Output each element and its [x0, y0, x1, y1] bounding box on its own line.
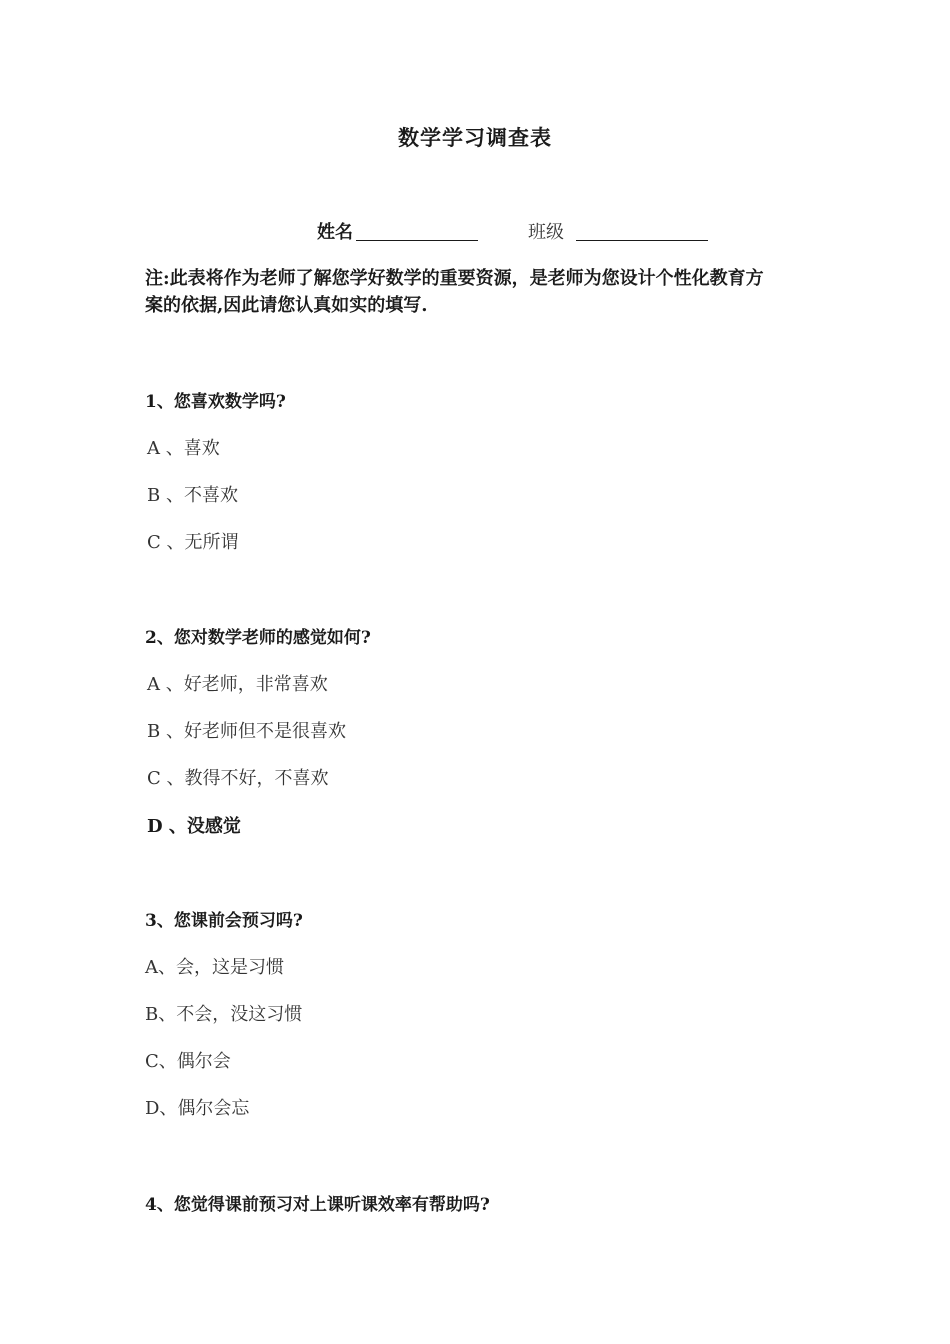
- option-1b[interactable]: B 、不喜欢: [147, 485, 238, 506]
- option-2c[interactable]: C 、教得不好，不喜欢: [147, 768, 329, 789]
- option-1a[interactable]: A 、喜欢: [147, 438, 220, 459]
- option-3a[interactable]: A、会，这是习惯: [145, 957, 284, 978]
- name-field[interactable]: [356, 240, 478, 241]
- option-2a[interactable]: A 、好老师，非常喜欢: [147, 674, 328, 695]
- note-line-2: 案的依据,因此请您认真如实的填写.: [145, 295, 428, 316]
- class-field[interactable]: [576, 240, 708, 241]
- question-4: 4、您觉得课前预习对上课听课效率有帮助吗?: [145, 1195, 490, 1215]
- option-2b[interactable]: B 、好老师但不是很喜欢: [147, 721, 346, 742]
- question-1: 1、您喜欢数学吗?: [145, 392, 286, 412]
- option-3d[interactable]: D、偶尔会忘: [145, 1098, 250, 1119]
- page-title: 数学学习调查表: [398, 125, 552, 150]
- option-3b[interactable]: B、不会，没这习惯: [145, 1004, 303, 1025]
- question-3: 3、您课前会预习吗?: [145, 911, 303, 931]
- option-2d[interactable]: D 、没感觉: [147, 816, 241, 837]
- option-3c[interactable]: C、偶尔会: [145, 1051, 231, 1072]
- note-line-1: 注:此表将作为老师了解您学好数学的重要资源，是老师为您设计个性化教育方: [145, 268, 764, 289]
- option-1c[interactable]: C 、无所谓: [147, 532, 239, 553]
- class-label: 班级: [528, 222, 564, 243]
- question-2: 2、您对数学老师的感觉如何?: [145, 628, 371, 648]
- name-label: 姓名: [317, 222, 353, 243]
